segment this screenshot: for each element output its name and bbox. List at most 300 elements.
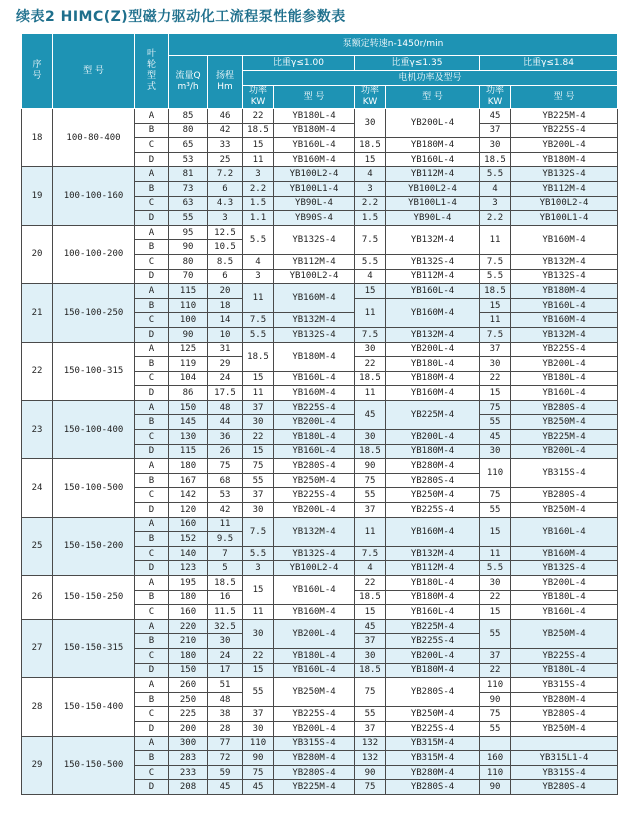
motor-model-cell: YB160L-4 xyxy=(511,386,618,401)
motor-model-cell: YB180L-4 xyxy=(511,371,618,386)
model-cell: 150-150-500 xyxy=(53,736,135,794)
impeller-cell: D xyxy=(135,386,169,401)
table-title: 续表2 HIMC(Z)型磁力驱动化工流程泵性能参数表 xyxy=(16,9,346,25)
power-cell: 37 xyxy=(355,634,386,649)
motor-model-cell: YB180L-4 xyxy=(386,576,480,591)
impeller-cell: C xyxy=(135,605,169,620)
head-cell: 51 xyxy=(208,678,243,693)
power-cell: 18.5 xyxy=(355,663,386,678)
seq-cell: 28 xyxy=(22,678,53,736)
seq-cell: 29 xyxy=(22,736,53,794)
motor-model-cell: YB225M-4 xyxy=(386,400,480,429)
flow-cell: 100 xyxy=(169,313,208,328)
motor-model-cell: YB132S-4 xyxy=(274,546,355,561)
head-cell: 26 xyxy=(208,444,243,459)
power-cell: 18.5 xyxy=(355,371,386,386)
power-cell: 1.1 xyxy=(243,211,274,226)
motor-model-cell: YB112M-4 xyxy=(386,269,480,284)
impeller-cell: A xyxy=(135,400,169,415)
head-cell: 17 xyxy=(208,663,243,678)
power-cell: 18.5 xyxy=(355,138,386,153)
impeller-cell: D xyxy=(135,503,169,518)
impeller-cell: A xyxy=(135,225,169,240)
motor-model-cell: YB225S-4 xyxy=(274,488,355,503)
flow-cell: 300 xyxy=(169,736,208,751)
impeller-cell: B xyxy=(135,181,169,196)
motor-model-cell: YB160M-4 xyxy=(386,517,480,546)
head-cell: 48 xyxy=(208,692,243,707)
model-cell: 150-150-400 xyxy=(53,678,135,736)
motor-model-cell: YB100L1-4 xyxy=(274,181,355,196)
power-cell: 37 xyxy=(480,648,511,663)
motor-model-cell: YB250M-4 xyxy=(386,488,480,503)
motor-model-cell: YB200L-4 xyxy=(274,721,355,736)
power-cell: 55 xyxy=(480,503,511,518)
impeller-cell: D xyxy=(135,444,169,459)
flow-cell: 152 xyxy=(169,532,208,547)
flow-label: 流量Q m³/h xyxy=(175,71,201,92)
impeller-cell: C xyxy=(135,196,169,211)
head-cell: 11.5 xyxy=(208,605,243,620)
motor-model-cell: YB180M-4 xyxy=(274,342,355,371)
power-cell: 55 xyxy=(355,488,386,503)
power-cell: 55 xyxy=(480,721,511,736)
table-row xyxy=(22,619,618,634)
motor-model-cell: YB132M-4 xyxy=(274,313,355,328)
flow-cell: 260 xyxy=(169,678,208,693)
power-cell: 2.2 xyxy=(355,196,386,211)
motor-model-cell: YB160L-4 xyxy=(274,371,355,386)
motor-model-cell: YB132S-4 xyxy=(274,225,355,254)
power-cell: 160 xyxy=(480,751,511,766)
motor-model-cell: YB280M-4 xyxy=(511,692,618,707)
table-row xyxy=(22,109,618,124)
power-cell: 55 xyxy=(480,619,511,648)
flow-cell: 210 xyxy=(169,634,208,649)
head-cell: 59 xyxy=(208,765,243,780)
impeller-cell: D xyxy=(135,780,169,795)
head-cell: 8.5 xyxy=(208,254,243,269)
motor-model-cell: YB112M-4 xyxy=(511,181,618,196)
impeller-cell: C xyxy=(135,430,169,445)
seq-header: 序号 xyxy=(22,34,53,109)
power-cell: 30 xyxy=(480,357,511,372)
impeller-cell: B xyxy=(135,415,169,430)
head-header xyxy=(208,56,243,109)
flow-cell: 142 xyxy=(169,488,208,503)
motor-model-cell: YB250M-4 xyxy=(274,473,355,488)
motor-model-cell: YB280S-4 xyxy=(386,780,480,795)
flow-cell: 86 xyxy=(169,386,208,401)
seq-cell: 20 xyxy=(22,225,53,283)
seq-cell: 19 xyxy=(22,167,53,225)
model-cell: 150-150-250 xyxy=(53,576,135,620)
power-cell: 37 xyxy=(355,721,386,736)
power-cell: 5.5 xyxy=(480,269,511,284)
motor-model-cell: YB160L-4 xyxy=(511,517,618,546)
motor-model-cell: YB250M-4 xyxy=(386,707,480,722)
power-cell: 15 xyxy=(243,138,274,153)
motor-model-cell: YB225S-4 xyxy=(386,634,480,649)
motor-model-cell: YB200L-4 xyxy=(274,619,355,648)
power-cell: 75 xyxy=(243,459,274,474)
motor-model-cell: YB250M-4 xyxy=(511,721,618,736)
motor-model-cell: YB200L-4 xyxy=(274,415,355,430)
motor-model-cell: YB315S-4 xyxy=(274,736,355,751)
flow-cell: 123 xyxy=(169,561,208,576)
power-cell: 11 xyxy=(480,313,511,328)
flow-cell: 145 xyxy=(169,415,208,430)
head-cell: 31 xyxy=(208,342,243,357)
flow-cell: 90 xyxy=(169,240,208,255)
power-cell: 18.5 xyxy=(243,123,274,138)
motor-model-header-2: 型 号 xyxy=(386,86,480,109)
power-cell: 3 xyxy=(243,561,274,576)
head-cell: 10 xyxy=(208,327,243,342)
power-cell: 75 xyxy=(355,678,386,707)
flow-cell: 90 xyxy=(169,327,208,342)
power-cell: 3 xyxy=(480,196,511,211)
power-cell: 15 xyxy=(480,517,511,546)
power-cell: 55 xyxy=(480,415,511,430)
flow-cell: 120 xyxy=(169,503,208,518)
model-cell: 100-100-200 xyxy=(53,225,135,283)
motor-model-header-1: 型 号 xyxy=(274,86,355,109)
motor-model-cell: YB90L-4 xyxy=(274,196,355,211)
motor-model-cell: YB90L-4 xyxy=(386,211,480,226)
flow-cell: 115 xyxy=(169,444,208,459)
motor-model-cell: YB132M-4 xyxy=(386,327,480,342)
motor-model-cell: YB250M-4 xyxy=(511,415,618,430)
power-cell: 110 xyxy=(480,765,511,780)
power-cell: 30 xyxy=(355,430,386,445)
motor-model-cell: YB200L-4 xyxy=(274,503,355,518)
head-cell: 6 xyxy=(208,269,243,284)
head-cell: 10.5 xyxy=(208,240,243,255)
power-cell: 5.5 xyxy=(355,254,386,269)
power-cell: 11 xyxy=(243,605,274,620)
power-cell: 45 xyxy=(243,780,274,795)
power-cell: 90 xyxy=(243,751,274,766)
impeller-cell: D xyxy=(135,269,169,284)
power-cell: 75 xyxy=(355,473,386,488)
head-cell: 29 xyxy=(208,357,243,372)
power-cell: 37 xyxy=(243,488,274,503)
power-cell: 45 xyxy=(355,400,386,429)
motor-model-cell: YB315S-4 xyxy=(511,459,618,488)
head-cell: 48 xyxy=(208,400,243,415)
impeller-cell: B xyxy=(135,240,169,255)
motor-model-cell: YB315M-4 xyxy=(386,751,480,766)
head-cell: 7 xyxy=(208,546,243,561)
power-cell: 15 xyxy=(243,663,274,678)
power-cell: 11 xyxy=(243,386,274,401)
power-cell: 30 xyxy=(355,109,386,138)
motor-model-cell: YB100L2-4 xyxy=(274,167,355,182)
motor-model-cell: YB280S-4 xyxy=(511,400,618,415)
motor-model-cell: YB132M-4 xyxy=(386,225,480,254)
sg2-header: 比重γ≤1.35 xyxy=(355,56,480,71)
motor-model-cell: YB180M-4 xyxy=(274,123,355,138)
motor-model-cell: YB180L-4 xyxy=(386,357,480,372)
power-cell: 3 xyxy=(355,181,386,196)
sg1-header: 比重γ≤1.00 xyxy=(243,56,355,71)
motor-model-cell: YB160L-4 xyxy=(511,298,618,313)
flow-cell: 150 xyxy=(169,400,208,415)
flow-cell: 150 xyxy=(169,663,208,678)
power-cell: 4 xyxy=(243,254,274,269)
seq-cell: 22 xyxy=(22,342,53,400)
motor-model-cell: YB180L-4 xyxy=(511,663,618,678)
motor-model-cell: YB160M-4 xyxy=(511,546,618,561)
seq-cell: 24 xyxy=(22,459,53,517)
flow-cell: 250 xyxy=(169,692,208,707)
motor-model-cell: YB160M-4 xyxy=(274,284,355,313)
motor-model-cell: YB315S-4 xyxy=(511,765,618,780)
flow-cell: 167 xyxy=(169,473,208,488)
head-cell: 6 xyxy=(208,181,243,196)
power-cell: 45 xyxy=(355,619,386,634)
impeller-cell: B xyxy=(135,123,169,138)
motor-model-cell: YB315M-4 xyxy=(386,736,480,751)
motor-model-cell: YB112M-4 xyxy=(274,254,355,269)
flow-cell: 180 xyxy=(169,590,208,605)
motor-model-cell: YB132S-4 xyxy=(511,561,618,576)
power-cell: 7.5 xyxy=(355,225,386,254)
seq-cell: 25 xyxy=(22,517,53,575)
motor-model-cell: YB132S-4 xyxy=(511,269,618,284)
power-cell: 45 xyxy=(480,430,511,445)
table-row xyxy=(22,576,618,591)
head-cell: 14 xyxy=(208,313,243,328)
impeller-cell: B xyxy=(135,634,169,649)
head-cell: 17.5 xyxy=(208,386,243,401)
power-cell: 5.5 xyxy=(243,225,274,254)
power-cell: 22 xyxy=(355,576,386,591)
motor-model-cell: YB280M-4 xyxy=(274,751,355,766)
head-cell: 38 xyxy=(208,707,243,722)
table-row xyxy=(22,225,618,240)
head-cell: 24 xyxy=(208,371,243,386)
motor-model-cell: YB225S-4 xyxy=(386,503,480,518)
motor-model-cell: YB90S-4 xyxy=(274,211,355,226)
power-cell: 90 xyxy=(355,765,386,780)
motor-model-cell: YB225M-4 xyxy=(511,430,618,445)
model-cell: 150-100-250 xyxy=(53,284,135,342)
impeller-cell: C xyxy=(135,648,169,663)
power-cell: 30 xyxy=(355,342,386,357)
speed-header: 泵额定转速n-1450r/min xyxy=(169,34,618,56)
power-cell: 37 xyxy=(480,342,511,357)
motor-model-cell: YB160M-4 xyxy=(274,386,355,401)
power-cell: 45 xyxy=(480,109,511,124)
head-cell: 45 xyxy=(208,780,243,795)
motor-model-cell: YB315L1-4 xyxy=(511,751,618,766)
impeller-cell: C xyxy=(135,488,169,503)
motor-model-cell: YB180M-4 xyxy=(511,152,618,167)
power-cell: 4 xyxy=(355,167,386,182)
power-cell: 11 xyxy=(243,284,274,313)
head-cell: 77 xyxy=(208,736,243,751)
model-header: 型 号 xyxy=(53,34,135,109)
impeller-cell: A xyxy=(135,678,169,693)
power-cell: 22 xyxy=(243,109,274,124)
impeller-cell: B xyxy=(135,532,169,547)
power-cell: 3 xyxy=(243,269,274,284)
power-cell: 132 xyxy=(355,736,386,751)
motor-model-cell: YB225S-4 xyxy=(511,648,618,663)
power-cell: 110 xyxy=(480,678,511,693)
power-cell: 18.5 xyxy=(355,590,386,605)
power-cell: 11 xyxy=(355,386,386,401)
power-cell: 4 xyxy=(355,269,386,284)
flow-cell: 65 xyxy=(169,138,208,153)
motor-model-cell: YB160L-4 xyxy=(274,444,355,459)
power-cell: 37 xyxy=(355,503,386,518)
motor-model-cell: YB132M-4 xyxy=(386,546,480,561)
motor-model-cell: YB200L-4 xyxy=(511,444,618,459)
head-cell: 7.2 xyxy=(208,167,243,182)
power-header-2: 功率 KW xyxy=(355,86,386,109)
head-cell: 72 xyxy=(208,751,243,766)
head-cell: 25 xyxy=(208,152,243,167)
power-cell: 5.5 xyxy=(480,561,511,576)
flow-cell: 81 xyxy=(169,167,208,182)
motor-model-cell: YB200L-4 xyxy=(511,576,618,591)
impeller-cell: C xyxy=(135,138,169,153)
motor-model-cell: YB180M-4 xyxy=(511,284,618,299)
motor-model-cell: YB100L1-4 xyxy=(386,196,480,211)
power-cell: 30 xyxy=(480,138,511,153)
motor-model-cell: YB180M-4 xyxy=(386,590,480,605)
motor-model-cell: YB100L2-4 xyxy=(274,269,355,284)
power-cell: 7.5 xyxy=(480,327,511,342)
table-row xyxy=(22,400,618,415)
power-cell: 75 xyxy=(480,400,511,415)
seq-cell: 23 xyxy=(22,400,53,458)
power-cell: 11 xyxy=(355,517,386,546)
flow-cell: 160 xyxy=(169,605,208,620)
flow-cell: 80 xyxy=(169,254,208,269)
power-cell: 22 xyxy=(480,371,511,386)
flow-header xyxy=(169,56,208,109)
flow-cell: 53 xyxy=(169,152,208,167)
head-label: 扬程 Hm xyxy=(215,71,234,92)
power-cell: 11 xyxy=(243,152,274,167)
power-header-1: 功率 KW xyxy=(243,86,274,109)
power-header-3: 功率 KW xyxy=(480,86,511,109)
motor-model-cell: YB200L-4 xyxy=(386,109,480,138)
impeller-cell: D xyxy=(135,152,169,167)
impeller-cell: A xyxy=(135,736,169,751)
power-cell xyxy=(480,736,511,751)
motor-model-cell: YB280M-4 xyxy=(386,459,480,474)
power-cell: 15 xyxy=(480,298,511,313)
flow-cell: 283 xyxy=(169,751,208,766)
motor-model-cell: YB132M-4 xyxy=(511,254,618,269)
power-cell: 132 xyxy=(355,751,386,766)
power-cell: 22 xyxy=(243,430,274,445)
motor-model-cell: YB225S-4 xyxy=(274,707,355,722)
power-cell: 15 xyxy=(243,444,274,459)
power-cell: 1.5 xyxy=(243,196,274,211)
motor-model-cell: YB132S-4 xyxy=(386,254,480,269)
motor-model-cell: YB132S-4 xyxy=(511,167,618,182)
power-cell: 15 xyxy=(355,152,386,167)
motor-model-cell: YB180M-4 xyxy=(386,371,480,386)
head-cell: 5 xyxy=(208,561,243,576)
flow-cell: 225 xyxy=(169,707,208,722)
head-cell: 33 xyxy=(208,138,243,153)
power-cell: 5.5 xyxy=(243,327,274,342)
model-cell: 150-100-500 xyxy=(53,459,135,517)
flow-cell: 208 xyxy=(169,780,208,795)
motor-model-cell xyxy=(511,736,618,751)
power-cell: 30 xyxy=(243,503,274,518)
power-cell: 90 xyxy=(355,459,386,474)
power-cell: 22 xyxy=(355,357,386,372)
power-cell: 3 xyxy=(243,167,274,182)
power-cell: 15 xyxy=(480,605,511,620)
impeller-cell: A xyxy=(135,576,169,591)
head-cell: 12.5 xyxy=(208,225,243,240)
head-cell: 36 xyxy=(208,430,243,445)
motor-model-cell: YB160M-4 xyxy=(511,225,618,254)
flow-cell: 95 xyxy=(169,225,208,240)
power-cell: 55 xyxy=(355,707,386,722)
power-cell: 15 xyxy=(480,386,511,401)
flow-cell: 130 xyxy=(169,430,208,445)
motor-model-cell: YB132M-4 xyxy=(511,327,618,342)
head-cell: 46 xyxy=(208,109,243,124)
flow-cell: 125 xyxy=(169,342,208,357)
motor-model-cell: YB100L1-4 xyxy=(511,211,618,226)
motor-model-cell: YB200L-4 xyxy=(511,138,618,153)
motor-model-cell: YB180M-4 xyxy=(386,663,480,678)
motor-model-cell: YB160L-4 xyxy=(386,284,480,299)
model-cell: 150-150-200 xyxy=(53,517,135,575)
head-cell: 9.5 xyxy=(208,532,243,547)
head-cell: 42 xyxy=(208,503,243,518)
flow-cell: 233 xyxy=(169,765,208,780)
power-cell: 15 xyxy=(355,605,386,620)
power-cell: 7.5 xyxy=(243,313,274,328)
impeller-cell: C xyxy=(135,254,169,269)
power-cell: 18.5 xyxy=(355,444,386,459)
motor-model-cell: YB180L-4 xyxy=(511,590,618,605)
power-cell: 7.5 xyxy=(355,327,386,342)
head-cell: 4.3 xyxy=(208,196,243,211)
power-cell: 30 xyxy=(480,576,511,591)
flow-cell: 110 xyxy=(169,298,208,313)
motor-model-cell: YB160M-4 xyxy=(274,605,355,620)
impeller-cell: C xyxy=(135,707,169,722)
impeller-cell: A xyxy=(135,619,169,634)
motor-model-cell: YB225S-4 xyxy=(511,123,618,138)
impeller-cell: A xyxy=(135,342,169,357)
motor-model-cell: YB200L-4 xyxy=(386,342,480,357)
motor-model-cell: YB280S-4 xyxy=(511,780,618,795)
seq-cell: 21 xyxy=(22,284,53,342)
power-cell: 5.5 xyxy=(480,167,511,182)
impeller-cell: C xyxy=(135,765,169,780)
motor-model-cell: YB250M-4 xyxy=(511,503,618,518)
power-cell: 75 xyxy=(480,488,511,503)
motor-model-cell: YB280S-4 xyxy=(386,473,480,488)
impeller-cell: D xyxy=(135,721,169,736)
power-cell: 55 xyxy=(243,473,274,488)
impeller-cell: A xyxy=(135,459,169,474)
